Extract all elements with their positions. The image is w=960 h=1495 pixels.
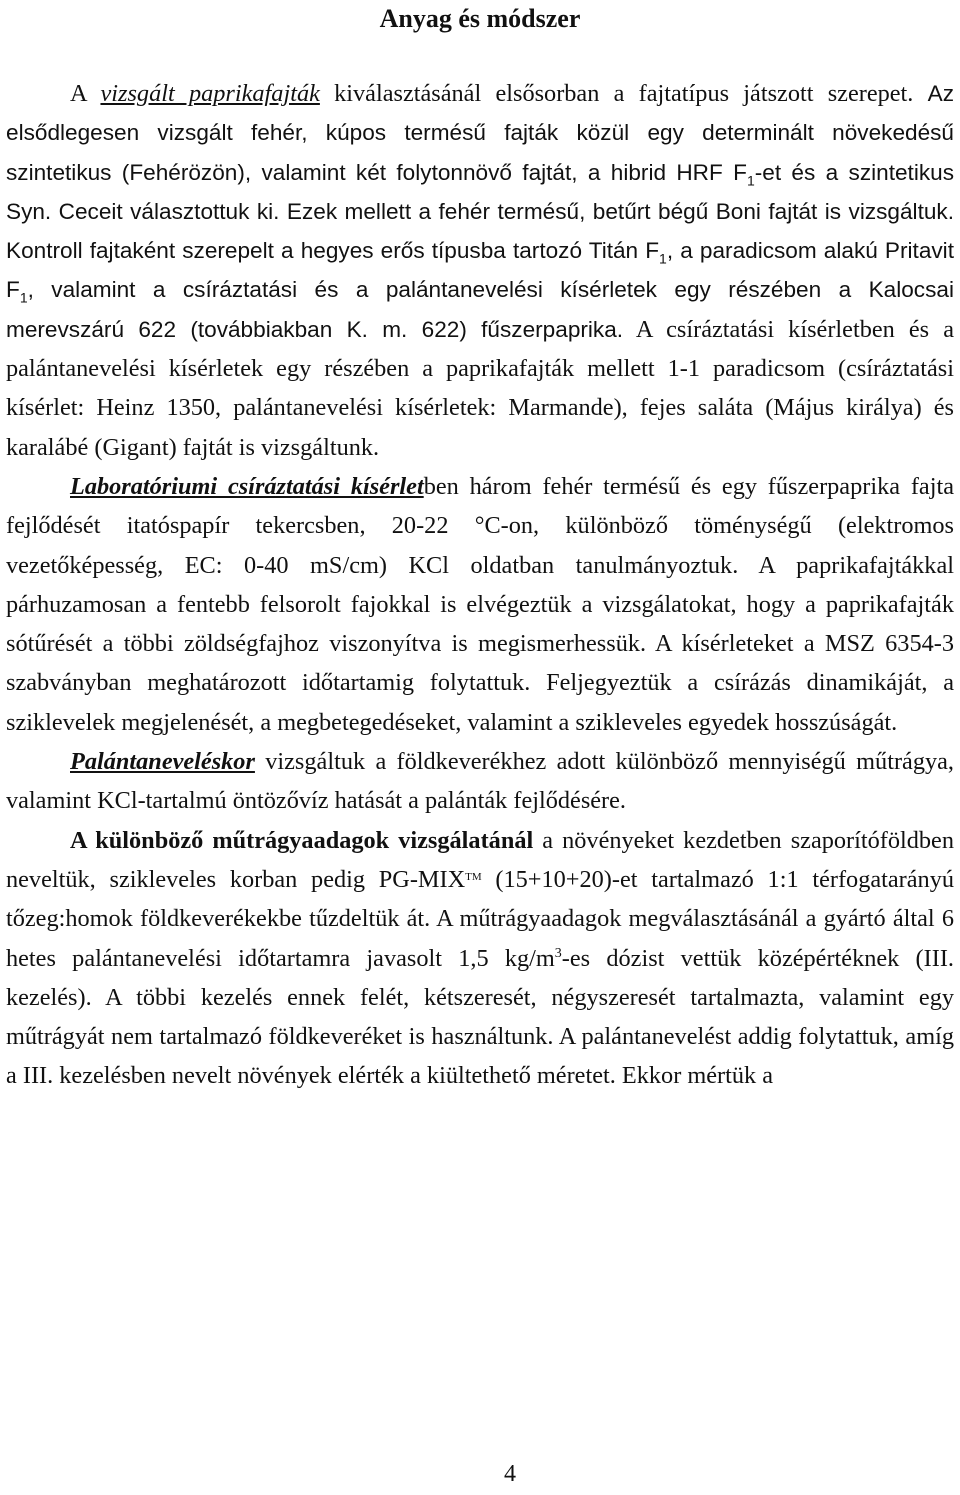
- paragraph-text: ben három fehér termésű és egy fűszerpaprika fajta fejlődését itatóspapír tekercsben, 20-22 °C-on, különböző töménységű (elektromos vezetőképesség, EC: 0-40 mS/cm) KCl oldatban tanulmányoztuk. A paprikafajtákkal párhuzamosan a fentebb felsorolt fajokkal is elvégeztük a vizsgálatokat, hogy a paprikafajták sótűrését a többi zöldségfajhoz viszonyítva is megismerhessük. A kísérleteket a MSZ 6354-3 szabványban meghatározott időtartamig folytattuk. Feljegyeztük a csírázás dinamikáját, a sziklevelek megjelenését, a megbetegedéseket, valamint a szikleveles egyedek hosszúságát.: [6, 472, 954, 736]
- section-heading: Anyag és módszer: [379, 4, 581, 33]
- paragraph-sans-run: [6, 81, 954, 342]
- sans-text-3: , a paradicsom alakú Pritavit F: [6, 238, 954, 303]
- sans-text-2: -et és a szintetikus Syn. Ceceit választottuk ki. Ezek mellett a fehér termésű, betűrt bégű Boni fajtát is vizsgáltuk. Kontroll fajtaként szerepelt a hegyes erős típusba tartozó Titán F: [6, 159, 954, 264]
- subscript-2: 1: [659, 250, 667, 267]
- paragraph-palantaneveles: [6, 742, 954, 821]
- subscript-3: 1: [19, 290, 28, 306]
- term-vizsgalt-paprikafajtak: vizsgált paprikafajták: [100, 80, 320, 107]
- paragraph-text-3: -es dózist vettük középértéknek (III. kezelés). A többi kezelés ennek felét, kétszeresét, négyszeresét tartalmazta, valamint egy műtrágyát nem tartalmazó földkeveréket is használtunk. A palántanevelést addig folytattuk, amíg a III. kezelésben nevelt növények elérték a kiültethető méretet. Ekkor mértük a: [6, 944, 954, 1090]
- paragraph-fajtak: [6, 74, 954, 467]
- document-page: [6, 0, 954, 1096]
- term-mutragyaadagok: A különböző műtrágyaadagok vizsgálatánál: [70, 826, 534, 854]
- paragraph-laboratory: [6, 467, 954, 742]
- heading-spacer: [6, 36, 954, 74]
- paragraph-text-2: (15+10+20)-et tartalmazó 1:1 térfogatarányú tőzeg:homok földkeverékekbe tűzdeltük át. A műtrágyaadagok megválasztásánál a gyártó által 6 hetes palántanevelési időtartamra javasolt 1,5 kg/m: [6, 865, 954, 972]
- paragraph-text-1: a növényeket kezdetben szaporítóföldben neveltük, szikleveles korban pedig PG-MIX: [6, 826, 954, 893]
- superscript-3: 3: [554, 945, 562, 961]
- term-palantaneveleskor: Palántaneveléskor: [70, 748, 255, 776]
- term-laboratoriumi-csiraztatasi-kiserlet: Laboratóriumi csíráztatási kísérlet: [70, 472, 424, 500]
- paragraph-text: vizsgáltuk a földkeverékhez adott különböző mennyiségű műtrágya, valamint KCl-tartalmú öntözővíz hatását a palánták fejlődésére.: [6, 748, 954, 815]
- paragraph-lead: A: [70, 80, 87, 107]
- paragraph-mutragya: [6, 821, 954, 1096]
- trademark-symbol: TM: [465, 870, 482, 883]
- subscript-1: 1: [746, 172, 755, 189]
- sans-text-1: Az elsődlegesen vizsgált fehér, kúpos termésű fajták közül egy determinált növekedésű szintetikus (Fehérözön), valamint két folytonnövő fajtát, a hibrid HRF F: [6, 81, 955, 185]
- serif-tail-text: A csíráztatási kísérletben és a palántanevelési kísérletek egy részében a paprikafajták mellett 1-1 paradicsom (csíráztatási kísérlet: Heinz 1350, palántanevelési kísérletek: Marmande), fejes saláta (Május királya) és karalábé (Gigant) fajtát is vizsgáltunk.: [6, 315, 954, 461]
- sans-text-4: , valamint a csíráztatási és a palántanevelési kísérletek egy részében a Kalocsai merevszárú 622 (továbbiakban K. m. 622) fűszerpaprika.: [6, 277, 954, 342]
- paragraph-text: kiválasztásánál elsősorban a fajtatípus játszott szerepet.: [319, 80, 928, 107]
- page-number: 4: [504, 1461, 516, 1487]
